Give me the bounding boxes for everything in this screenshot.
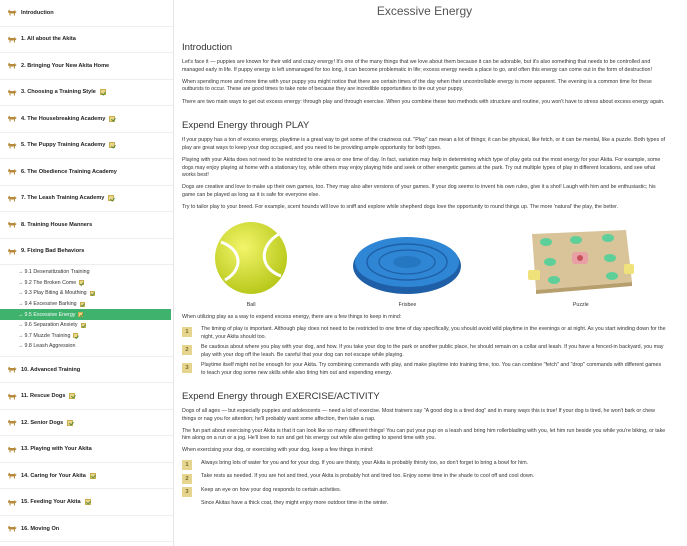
number-badge: 2 — [182, 474, 192, 484]
sidebar-item-label: 9. Fixing Bad Behaviors — [21, 248, 85, 255]
checkmark-icon — [90, 473, 96, 479]
dog-icon — [7, 89, 17, 96]
dog-icon — [7, 142, 17, 149]
dog-icon — [7, 62, 17, 69]
image-ball — [213, 220, 289, 308]
list-item — [182, 460, 667, 471]
sidebar-subitem[interactable] — [0, 309, 171, 320]
dog-icon — [7, 9, 17, 16]
sidebar-item[interactable] — [0, 436, 173, 463]
image-frisbee — [351, 232, 463, 308]
dog-icon — [7, 115, 17, 122]
sidebar-subitem-label: 9.5 Excessive Energy — [24, 311, 76, 318]
arrow-right-icon: → — [18, 290, 24, 297]
sidebar-item[interactable] — [0, 106, 173, 133]
sidebar-item-label: 4. The Housebreaking Academy — [21, 115, 106, 122]
checkmark-icon — [69, 393, 75, 399]
sidebar-subitem[interactable] — [0, 278, 173, 289]
dog-icon — [7, 446, 17, 453]
arrow-right-icon: → — [18, 343, 24, 350]
number-badge: 3 — [182, 487, 192, 497]
number-badge: 1 — [182, 327, 192, 337]
sidebar — [0, 0, 174, 546]
dog-icon — [7, 221, 17, 228]
number-badge: 3 — [182, 363, 192, 373]
checkmark-icon — [79, 280, 84, 285]
dog-icon — [7, 195, 17, 202]
paragraph: When exercising your dog, or exercising with your dog, keep a few things in mind: — [182, 447, 374, 454]
sidebar-item-introduction[interactable] — [0, 0, 173, 27]
sidebar-item-label: 3. Choosing a Training Style — [21, 89, 96, 96]
sidebar-item[interactable] — [0, 159, 173, 186]
paragraph: When utilizing play as a way to expend excess energy, there are a few things to keep in mind: — [182, 314, 402, 321]
arrow-right-icon: → — [18, 332, 24, 339]
sidebar-subitem-label: 9.8 Leash Aggression — [24, 343, 76, 350]
sidebar-item-label: 6. The Obedience Training Academy — [21, 168, 117, 175]
paragraph: There are two main ways to get out excess energy: through play and through exercise. When you combine these two methods with structure and routine, you won't have to stress about excess energy again. — [182, 98, 665, 105]
tennis-ball-icon — [213, 220, 289, 296]
checkmark-icon — [100, 89, 106, 95]
toy-images — [182, 216, 667, 308]
list-item — [182, 487, 667, 498]
sidebar-item-label: 1. All about the Akita — [21, 36, 76, 43]
sidebar-item-label: 10. Advanced Training — [21, 366, 81, 373]
sidebar-subitem[interactable] — [0, 320, 173, 331]
sidebar-item[interactable] — [0, 133, 173, 160]
sidebar-item[interactable] — [0, 80, 173, 107]
dog-icon — [7, 366, 17, 373]
paragraph: If your puppy has a ton of excess energy, playtime is a great way to get some of the craziness out. "Play" can mean a lot of things; it can be physical, like fetch, or it can be mental, like a puzzle. Both types of play are great ways to keep your dog occupied, and you need to be providing ample opportunity for both types. — [182, 137, 665, 151]
checkmark-icon — [85, 499, 91, 505]
sidebar-subitem[interactable] — [0, 288, 173, 299]
sidebar-item[interactable] — [0, 53, 173, 80]
sidebar-item[interactable] — [0, 357, 173, 384]
exercise-tips-list — [182, 460, 667, 508]
checkmark-icon — [108, 195, 114, 201]
list-item — [182, 362, 667, 377]
sidebar-item-label: 11. Rescue Dogs — [21, 393, 66, 399]
dog-icon — [7, 499, 17, 506]
sidebar-item[interactable] — [0, 186, 173, 213]
sidebar-subitem-label: 9.4 Excessive Barking — [24, 301, 77, 308]
main-content — [182, 0, 667, 546]
sidebar-item-label: 13. Playing with Your Akita — [21, 446, 92, 452]
list-item-text: Take rests as needed. If you are hot and tired, your Akita is probably hot and tired too. Enjoy some time in the shade to cool off and cool down. — [201, 473, 535, 480]
sidebar-sublist — [0, 265, 173, 357]
dog-icon — [7, 36, 17, 43]
image-caption: Puzzle — [572, 302, 589, 309]
sidebar-item-label: 14. Caring for Your Akita — [21, 472, 86, 479]
number-badge: 2 — [182, 345, 192, 355]
dog-icon — [7, 393, 17, 400]
paragraph: Dogs are creative and love to make up their own games, too. They may also alter versions of your games. If your dog seems to invent his own rules, give it a shot! Laugh with him and be enthusiastic; his game can be played as long as it is safe for everyone else. — [182, 184, 656, 198]
checkmark-icon — [78, 312, 83, 317]
sidebar-item-label: 16. Moving On — [21, 525, 60, 532]
sidebar-item[interactable] — [0, 27, 173, 54]
image-caption: Frisbee — [398, 302, 417, 309]
arrow-right-icon: → — [18, 301, 24, 308]
section-heading-introduction: Introduction — [182, 42, 233, 53]
sidebar-item-label: 2. Bringing Your New Akita Home — [21, 62, 110, 69]
image-puzzle — [526, 220, 636, 308]
sidebar-item[interactable] — [0, 239, 173, 266]
dog-icon — [7, 168, 17, 175]
paragraph: The fun part about exercising your Akita is that it can look like so many different things! You can put your pup on a leash and bring him rollerblading with you, let him run beside you while you're biking, or take him along on a run or a jog. He'll love to run and get his energy out while also getting to spend time with you. — [182, 427, 666, 442]
list-item-text: Be cautious about where you play with your dog, and how. If you take your dog to the park or another public place, he should remain on a collar and leash. If you have a fenced-in backyard, you may play with your dog off the leash. Be careful that your dog can not escape while playing. — [201, 344, 664, 358]
dog-icon — [7, 419, 17, 426]
list-item — [182, 473, 667, 484]
dog-icon — [7, 525, 17, 532]
sidebar-item[interactable] — [0, 489, 173, 516]
arrow-right-icon: → — [18, 279, 24, 286]
sidebar-item[interactable] — [0, 410, 173, 437]
arrow-right-icon: → — [18, 311, 24, 318]
paragraph: When spending more and more time with your puppy you might notice that there are certain times of the day when their uncontrollable energy is more apparent. The evening is a common time for these outbursts to occur. These are good times to take note of because they are incredible opportunities to tire out your puppy. — [182, 78, 652, 93]
sidebar-item[interactable] — [0, 383, 173, 410]
paragraph: Try to tailor play to your breed. For example, scent hounds will love to sniff and explore while shepherd dogs love the opportunity to round things up. The more 'natural' the play, the better. — [182, 204, 619, 211]
paragraph: Playing with your Akita does not need to be restricted to one area or one time of day. In fact, variation may help in determining which type of play gets out the most energy for your Akita. For example, some dogs may enjoy playing at home with a stationary toy, while others may enjoy playing hide and seek or other energetic games at the park. Try out multiple types of play in different locations, and see what works best! — [182, 156, 661, 179]
sidebar-subitem-label: 9.2 The Broken Come — [24, 279, 77, 286]
sidebar-item-label: 8. Training House Manners — [21, 221, 93, 228]
sidebar-item-label: 15. Feeding Your Akita — [21, 499, 81, 505]
sidebar-item-label: Introduction — [21, 9, 54, 16]
list-item — [182, 326, 667, 341]
list-item-text: The timing of play is important. Although play does not need to be restricted to one time of day specifically, you should avoid wild playtime in the evenings or at night. As you start winding down for the night, your Akita should too. — [201, 326, 666, 340]
sidebar-subitem[interactable] — [0, 267, 173, 278]
list-note: Since Akitas have a thick coat, they might enjoy more outdoor time in the winter. — [201, 500, 389, 507]
sidebar-subitem[interactable] — [0, 341, 173, 352]
checkmark-icon — [90, 291, 95, 296]
arrow-right-icon: → — [18, 322, 24, 329]
section-heading-exercise: Expend Energy through EXERCISE/ACTIVITY — [182, 390, 380, 402]
sidebar-subitem-label: 9.6 Separation Anxiety — [24, 322, 78, 329]
checkmark-icon — [109, 116, 115, 122]
checkmark-icon — [109, 142, 115, 148]
sidebar-item-label: 7. The Leash Training Academy — [21, 195, 105, 202]
sidebar-subitem[interactable] — [0, 299, 173, 310]
image-caption: Ball — [246, 302, 256, 309]
dog-icon — [7, 472, 17, 479]
frisbee-icon — [351, 232, 463, 296]
checkmark-icon — [73, 333, 78, 338]
sidebar-item-label: 5. The Puppy Training Academy — [21, 142, 106, 149]
number-badge: 1 — [182, 460, 192, 470]
puzzle-toy-icon — [526, 220, 636, 296]
play-tips-list — [182, 326, 667, 376]
list-item-text: Keep an eye on how your dog responds to certain activities. — [201, 486, 342, 493]
checkmark-icon — [67, 420, 73, 426]
page-title: Excessive Energy — [376, 4, 473, 18]
checkmark-icon — [81, 323, 86, 328]
sidebar-item[interactable] — [0, 463, 173, 490]
list-item-text: Always bring lots of water for you and for your dog. If you are thirsty, your Akita is probably thirsty too, so don't forget to bring a bowl for him. — [201, 459, 529, 466]
sidebar-subitem-label: 9.7 Muzzle Training — [24, 332, 71, 339]
list-item-text: Playtime itself might not be enough for your Akita. Try combining commands with play, and make playtime into training time, too. You can combine "fetch" and "drop" commands with different games to teach your dog some new skills while also tiring him out and expending energy. — [201, 362, 662, 376]
sidebar-item-label: 12. Senior Dogs — [21, 419, 64, 426]
section-heading-play: Expend Energy through PLAY — [182, 120, 310, 132]
sidebar-subitem-label: 9.3 Play Biting & Mouthing — [24, 290, 87, 297]
sidebar-subitem-label: 9.1 Desensitization Training — [24, 269, 90, 276]
sidebar-item[interactable] — [0, 516, 173, 543]
paragraph: Dogs of all ages — but especially puppies and adolescents — need a lot of exercise. Most trainers say "A good dog is a tired dog" and in many ways this is true! If your dog is tired, he won't bark or chew things or nag you for attention; he'll probably want some affection, then take a nap. — [182, 407, 655, 422]
list-item — [182, 344, 667, 359]
sidebar-item[interactable] — [0, 212, 173, 239]
sidebar-subitem[interactable] — [0, 331, 173, 342]
checkmark-icon — [80, 302, 85, 307]
arrow-right-icon: → — [18, 269, 24, 276]
dog-icon — [7, 248, 17, 255]
paragraph: Let's face it — puppies are known for their wild and crazy energy! It's one of the many things that we love about them because it can be adorable, but it's also something that needs to be controlled and managed early in life. If puppy energy is left unmanaged for too long, it can become problematic in life; excess energy needs a place to go, and often this energy can come out in the form of destruction! — [182, 59, 652, 73]
